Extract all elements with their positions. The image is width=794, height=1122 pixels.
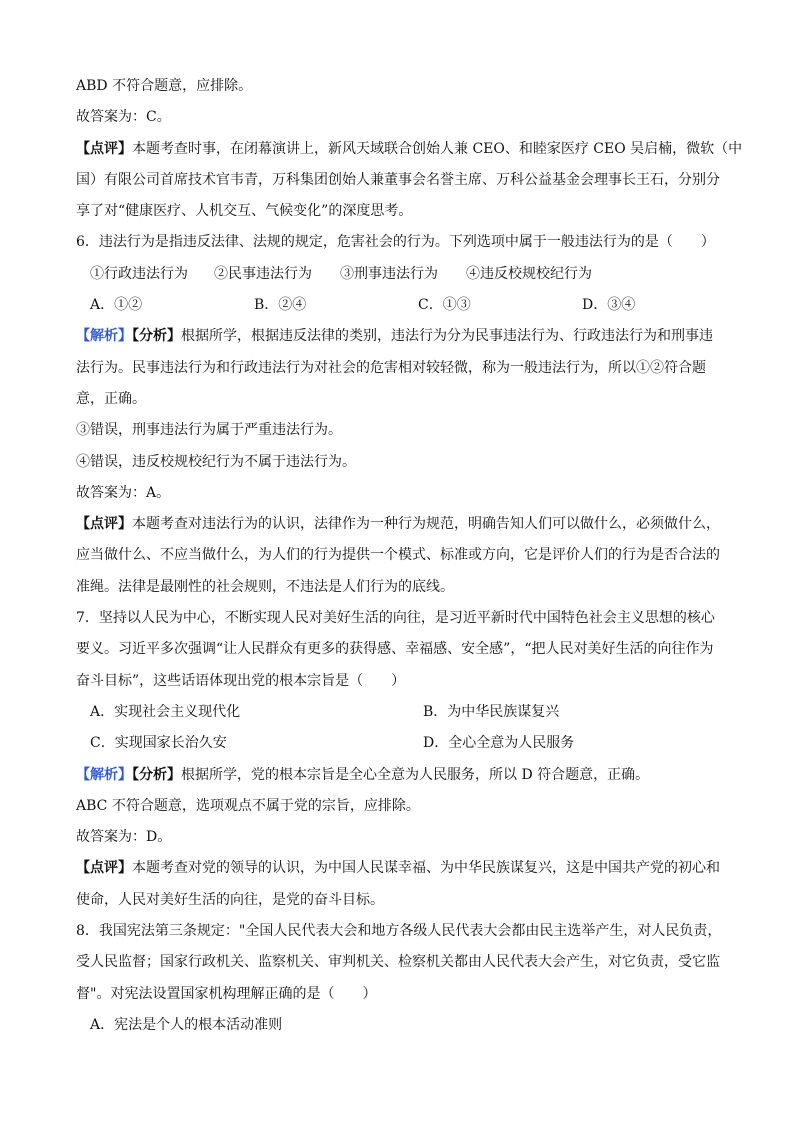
question-8-stem: 督"。对宪法设置国家机构理解正确的是（ ） xyxy=(76,985,377,1002)
comment-tag: 【点评】 xyxy=(76,516,132,533)
question-6-stem: 6．违法行为是指违反法律、法规的规定，危害社会的行为。下列选项中属于一般违法行为的是（ ） xyxy=(76,234,715,251)
question-8-option-a: A．宪法是个人的根本活动准则 xyxy=(90,1016,283,1033)
option-b: B．②④ xyxy=(254,297,307,314)
question-6-items xyxy=(76,264,756,284)
comment-tag: 【点评】 xyxy=(76,140,132,157)
answer-line: 故答案为：D。 xyxy=(76,829,172,846)
question-7-stem: 奋斗目标”，这些话语体现出党的根本宗旨是（ ） xyxy=(76,672,406,689)
comment-line: 【点评】本题考查时事，在闭幕演讲上，新风天域联合创始人兼 CEO、和睦家医疗 CEO 吴启楠，微软（中 xyxy=(76,140,743,157)
analysis-tag: 【解析】 xyxy=(76,328,132,345)
option-d: D．全心全意为人民服务 xyxy=(423,735,575,752)
item-4: ④违反校规校纪行为 xyxy=(466,265,592,282)
question-8-stem: 8．我国宪法第三条规定："全国人民代表大会和地方各级人民代表大会都由民主选举产生，对人民负责， xyxy=(76,923,722,940)
option-d: D．③④ xyxy=(582,297,636,314)
text-line: 故答案为：C。 xyxy=(76,109,171,126)
text-line: 应当做什么、不应当做什么，为人们的行为提供一个模式、标准或方向，它是评价人们的行为是否合法的 xyxy=(76,547,720,564)
text-line: 使命，人民对美好生活的向往，是党的奋斗目标。 xyxy=(76,891,384,908)
option-c: C．实现国家长治久安 xyxy=(90,735,227,752)
question-6-options xyxy=(76,295,756,315)
option-a: A．实现社会主义现代化 xyxy=(90,703,241,720)
text-line: ABC 不符合题意，选项观点不属于党的宗旨，应排除。 xyxy=(76,797,420,814)
analysis-tag: 【解析】 xyxy=(76,766,132,783)
option-c: C．①③ xyxy=(418,297,471,314)
text-line: 享了对“健康医疗、人机交互、气候变化”的深度思考。 xyxy=(76,203,413,220)
item-1: ①行政违法行为 xyxy=(90,265,188,282)
comment-line: 【点评】本题考查对党的领导的认识，为中国人民谋幸福、为中华民族谋复兴，这是中国共产党的初心和 xyxy=(76,860,720,877)
item-2: ②民事违法行为 xyxy=(214,265,312,282)
analysis-line: 【解析】【分析】根据所学，根据违反法律的类别，违法行为分为民事违法行为、行政违法行为和刑事违 xyxy=(76,328,713,345)
option-a: A．①② xyxy=(90,297,143,314)
comment-line: 【点评】本题考查对违法行为的认识，法律作为一种行为规范，明确告知人们可以做什么，必须做什么， xyxy=(76,516,720,533)
option-b: B．为中华民族谋复兴 xyxy=(423,703,560,720)
text-line: 准绳。法律是最刚性的社会规则，不违法是人们行为的底线。 xyxy=(76,578,454,595)
text-line: ③错误，刑事违法行为属于严重违法行为。 xyxy=(76,422,342,439)
answer-line: 故答案为：A。 xyxy=(76,484,171,501)
question-7-stem: 要义。习近平多次强调“让人民群众有更多的获得感、幸福感、安全感”，“把人民对美好生活的向往作为 xyxy=(76,641,714,658)
text-line: ④错误，违反校规校纪行为不属于违法行为。 xyxy=(76,453,356,470)
question-7-options-row-2 xyxy=(76,733,756,753)
fenxi-tag: 【分析】 xyxy=(132,328,181,345)
question-7-stem: 7．坚持以人民为中心，不断实现人民对美好生活的向往，是习近平新时代中国特色社会主义思想的核心 xyxy=(76,610,715,627)
text-line: 国）有限公司首席技术官韦青，万科集团创始人兼董事会名誉主席、万科公益基金会理事长王石，分别分 xyxy=(76,171,720,188)
text-line: 意，正确。 xyxy=(76,390,146,407)
comment-tag: 【点评】 xyxy=(76,860,132,877)
text-line: ABD 不符合题意，应排除。 xyxy=(76,78,253,94)
item-3: ③刑事违法行为 xyxy=(340,265,438,282)
question-8-stem: 受人民监督；国家行政机关、监察机关、审判机关、检察机关都由人民代表大会产生，对它负责，受它监 xyxy=(76,954,720,971)
document-page xyxy=(76,76,756,1046)
question-7-options-row-1 xyxy=(76,702,756,722)
analysis-line: 【解析】【分析】根据所学，党的根本宗旨是全心全意为人民服务，所以 D 符合题意，正确。 xyxy=(76,766,650,783)
text-line: 法行为。民事违法行为和行政违法行为对社会的危害相对较轻微，称为一般违法行为，所以①②符合题 xyxy=(76,359,706,376)
fenxi-tag: 【分析】 xyxy=(132,766,181,783)
